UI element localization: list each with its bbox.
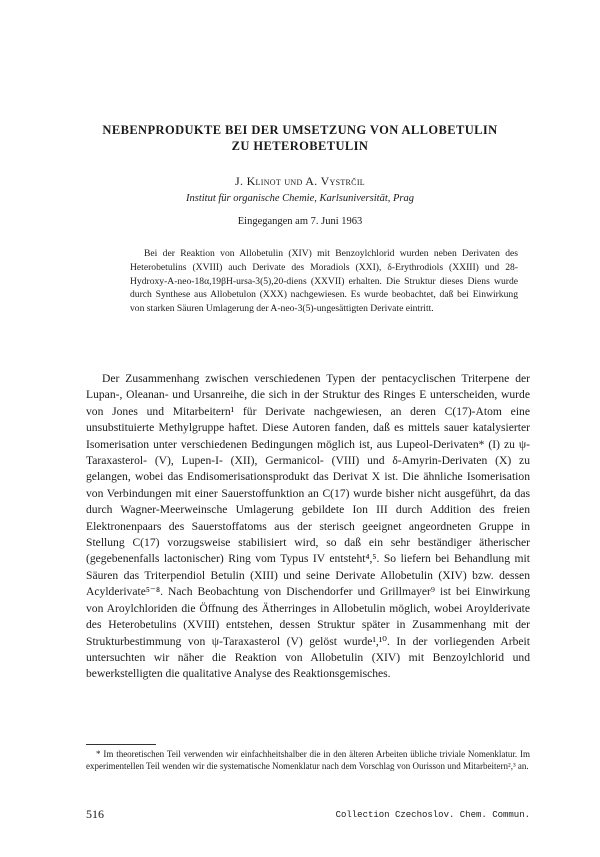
article-title	[60, 122, 540, 154]
body-text	[86, 371, 530, 683]
author-institute: Institut für organische Chemie, Karlsuniversität, Prag	[186, 193, 414, 204]
received-date: Eingegangen am 7. Juni 1963	[237, 216, 363, 227]
footnote-text: * Im theoretischen Teil verwenden wir einfachheitshalber die in den älteren Arbeiten übliche triviale Nomenklatur. Im experimentellen Teil wenden wir die systematische Nomenklatur nach dem Vorschlag von Ourisson und Mitarbeitern²,³ an.	[86, 749, 530, 772]
body-paragraph: Der Zusammenhang zwischen verschiedenen Typen der pentacyclischen Triterpene der Lupan-, Oleanan- und Ursanreihe, die sich in der Struktur des Ringes E unterscheiden, wurde von Jones und Mitarbeitern¹ für Derivate nachgewiesen, an deren C(17)-Atom eine unsubstituierte Methylgruppe haftet. Diese Autoren fanden, daß es mittels sauer katalysierter Isomerisation unter verschiedenen Bedingungen möglich ist, aus Lupeol-Derivaten* (I) zu ψ-Taraxasterol- (V), Lupen-I- (XII), Germanicol- (VIII) und δ-Amyrin-Derivaten (X) zu gelangen, wobei das Endisomerisationsprodukt das Derivat X ist. Die ähnliche Isomerisation von Verbindungen mit einer Sauerstoffunktion an C(17) wurde bisher nicht ausgeführt, da das durch Wagner-Meerweinsche Umlagerung gebildete Ion III durch Addition des freien Elektronenpaars des Sauerstoffatoms aus der sterisch geeignet angeordneten Gruppe in Stellung C(17) vorzugsweise stabilisiert wird, so daß ein sehr beständiger ätherischer (gegebenenfalls lactonischer) Ring vom Typus IV entsteht⁴,⁵. So liefern bei Behandlung mit Säuren das Triterpendiol Betulin (XIII) und seine Derivate Allobetulin (XIV) bzw. dessen Acylderivate⁵⁻⁸. Nach Beobachtung von Dischendorfer und Grillmayer⁹ ist bei Einwirkung von Aroylchloriden die Öffnung des Ätherringes in Allobetulin möglich, wobei Aroylderivate des Heterobetulins (XVIII) entstehen, dessen Struktur später in Zusammenhang mit der Strukturbestimmung von ψ-Taraxasterol (V) gelöst wurde¹,¹⁰. In der vorliegenden Arbeit untersuchten wir näher die Reaktion von Allobetulin (XIV) mit Benzoylchlorid und bewerkstelligten die qualitative Analyse des Reaktionsgemisches.	[86, 372, 530, 681]
page-number: 516	[86, 807, 104, 821]
footnote-divider	[86, 744, 156, 745]
article-title-line-1: NEBENPRODUKTE BEI DER UMSETZUNG VON ALLOBETULIN	[102, 123, 498, 137]
journal-name: Collection Czechoslov. Chem. Commun.	[335, 810, 530, 820]
article-title-line-2: ZU HETEROBETULIN	[231, 139, 369, 153]
article-authors: J. Klinot und A. Vystrčil	[235, 174, 365, 188]
abstract	[130, 247, 518, 316]
abstract-text: Bei der Reaktion von Allobetulin (XIV) mit Benzoylchlorid wurden neben Derivaten des Heterobetulins (XVIII) auch Derivate des Moradiols (XXI), δ-Erythrodiols (XXIII) und 28-Hydroxy-A-neo-18α,19βH-ursa-3(5),20-diens (XXVII) erhalten. Die Struktur dieses Diens wurde durch Synthese aus Allobetulon (XXX) nachgewiesen. Es wurde beobachtet, daß bei Einwirkung von starken Säuren Umlagerung der A-neo-3(5)-ungesättigten Derivate eintritt.	[130, 248, 518, 315]
footnote	[86, 748, 530, 773]
